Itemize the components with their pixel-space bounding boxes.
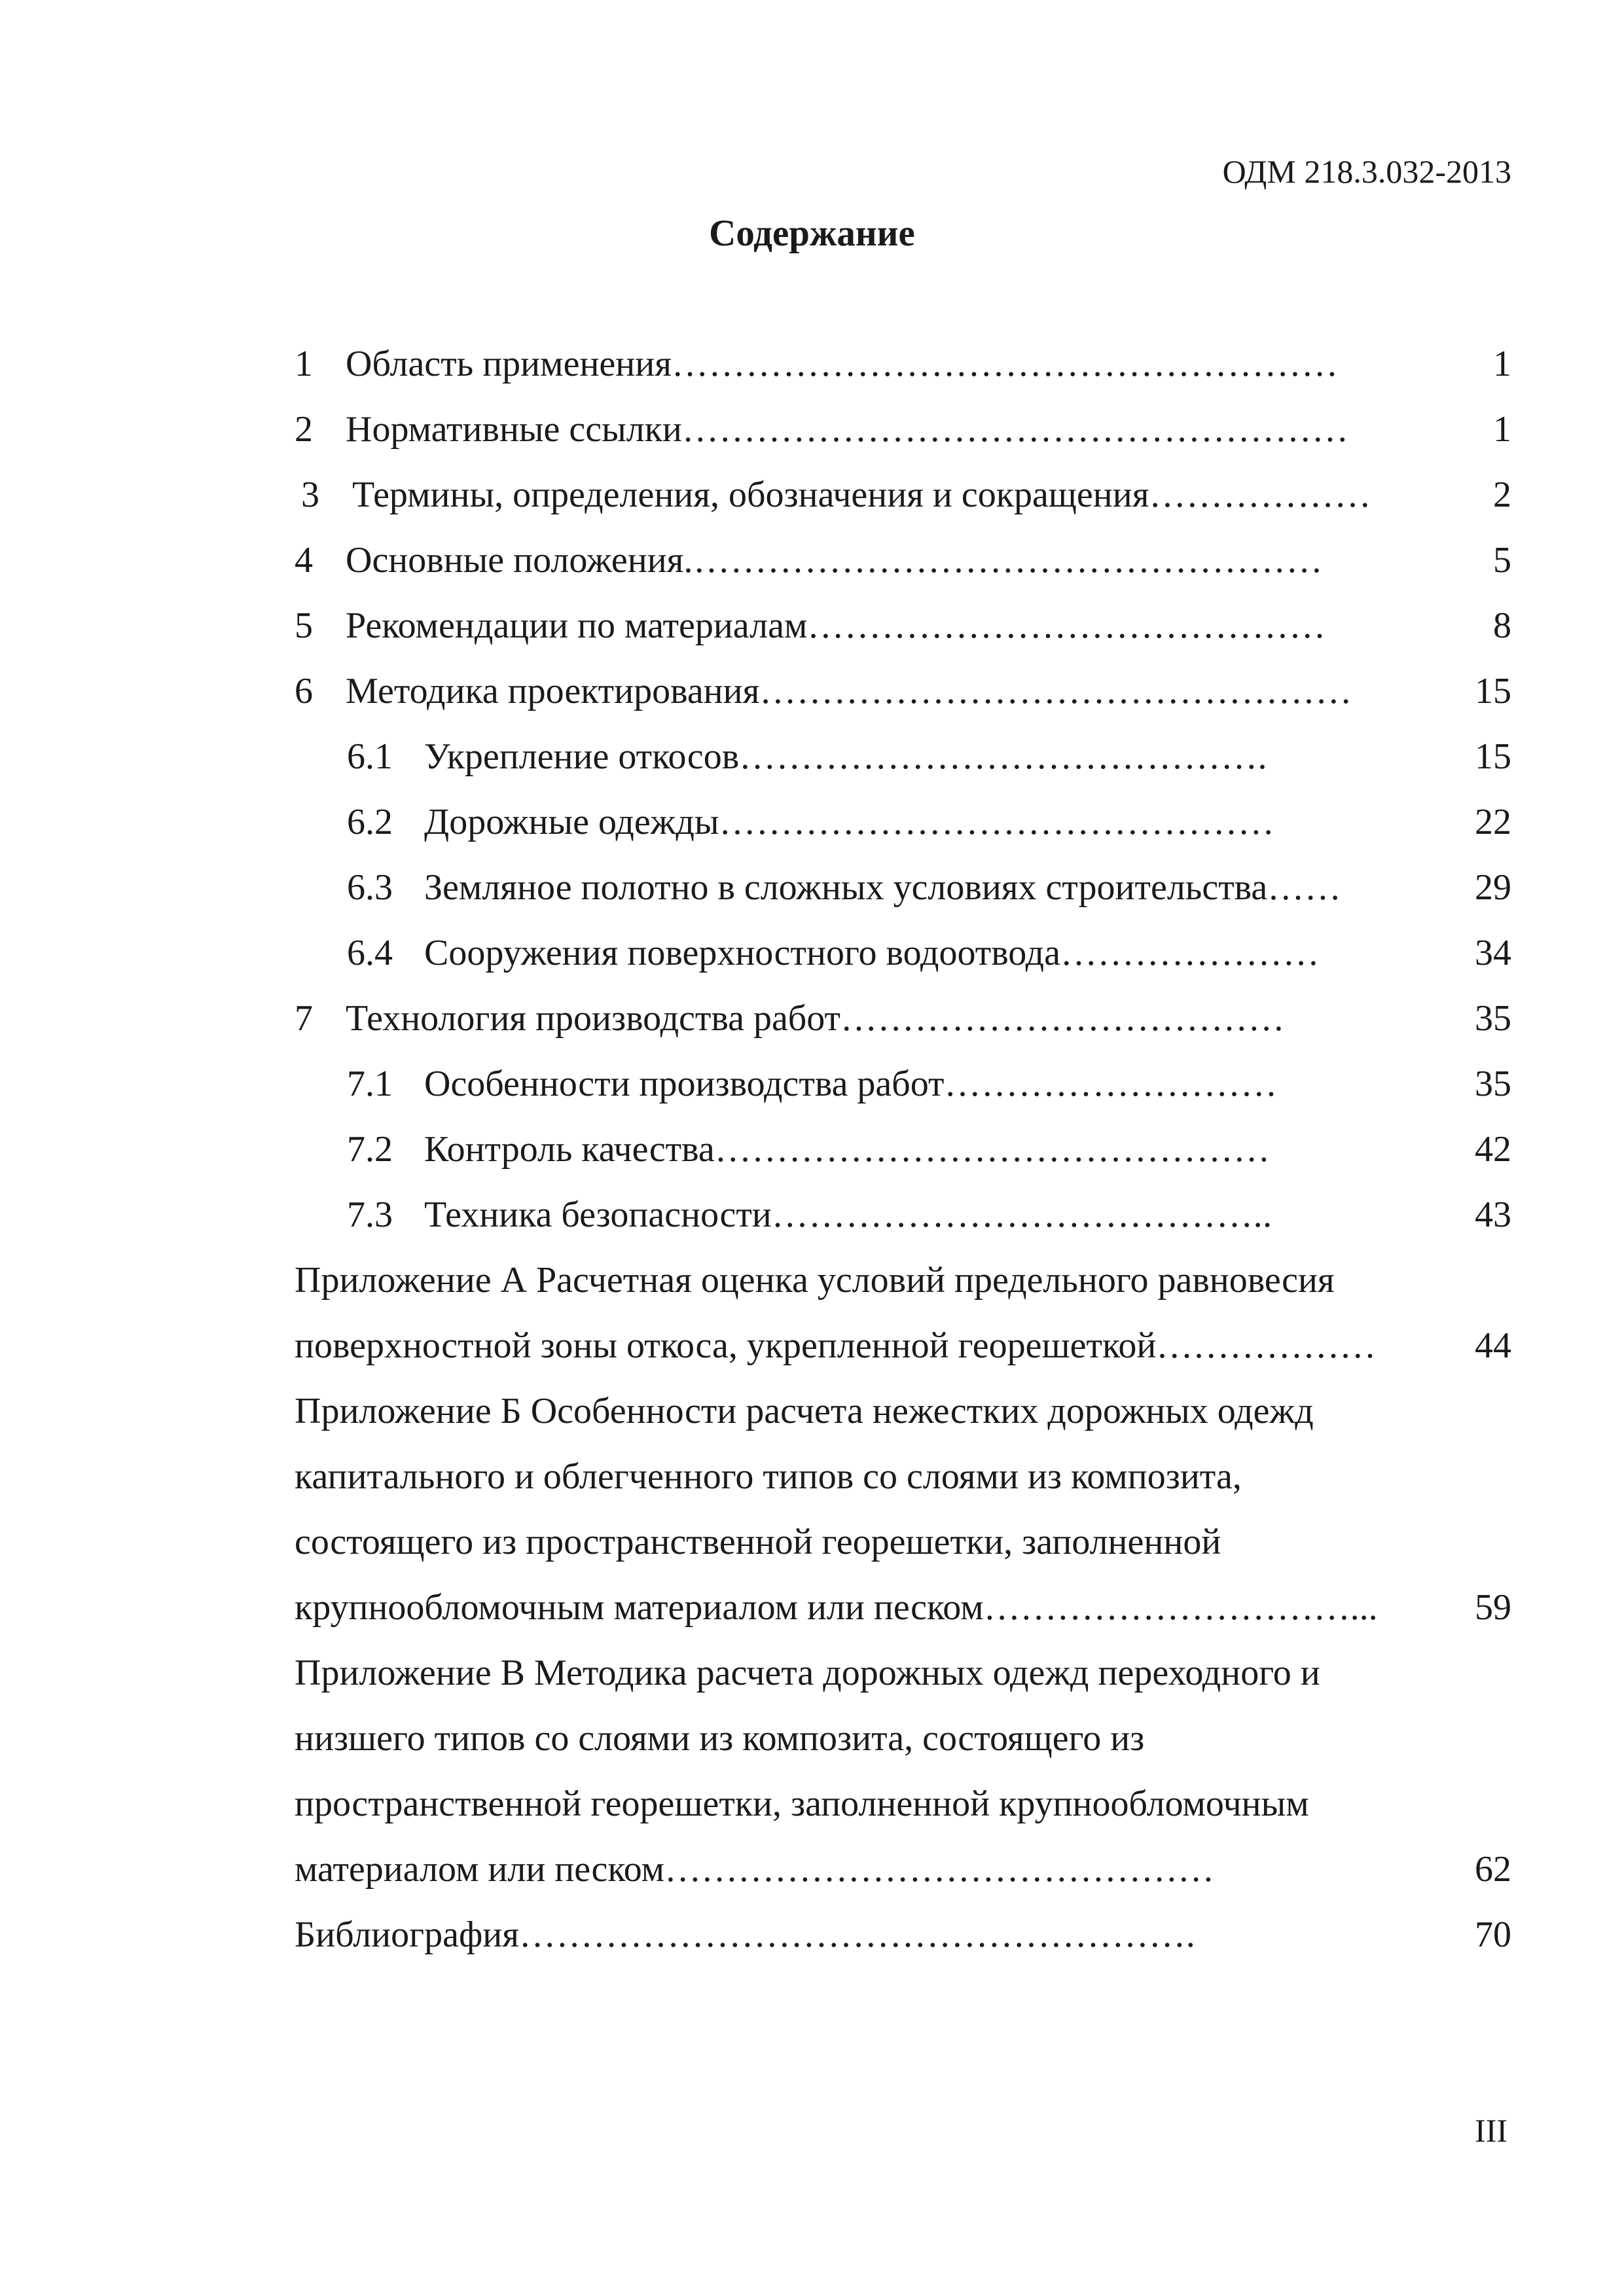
toc-entry-title: Сооружения поверхностного водоотвода — [424, 933, 1061, 973]
toc-entry-leader: …… — [1267, 867, 1342, 908]
toc-entry-leader: ……………………… — [944, 1064, 1278, 1104]
toc-entry-leader: ……………………………… — [840, 998, 1286, 1039]
toc-entry-title: Контроль качества — [424, 1129, 715, 1170]
toc-entry-page: 35 — [1475, 998, 1511, 1039]
toc-entry-title: Методика проектирования — [346, 671, 760, 711]
toc-entry-page: 44 — [1475, 1325, 1511, 1366]
toc-entry-title: Дорожные одежды — [424, 802, 719, 842]
toc-entry-leader: .…………………………………………… — [683, 540, 1324, 581]
document-code: ОДМ 218.3.032-2013 — [1222, 153, 1511, 190]
toc-entry-2[interactable] — [295, 397, 1349, 462]
toc-entry-6-2[interactable] — [347, 789, 1275, 855]
toc-entry-page: 35 — [1475, 1064, 1511, 1104]
toc-entry-title: Термины, определения, обозначения и сокращения — [352, 475, 1149, 515]
toc-entry-title: Укрепление откосов — [424, 736, 740, 777]
toc-entry-leader: ………………………………….. — [771, 1194, 1272, 1235]
appendix-v-line: материалом или песком……………………………………… — [295, 1849, 1215, 1890]
toc-entry-leader: ……………… — [1149, 475, 1372, 515]
toc-entry-leader: ……………………………………. — [739, 736, 1268, 777]
toc-entry-number: 6.4 — [347, 933, 393, 973]
toc-bibliography[interactable] — [295, 1902, 1195, 1967]
toc-entry-leader: ……………………………………………… — [671, 344, 1339, 384]
appendix-a-line: поверхностной зоны откоса, укрепленной георешеткой……………… — [295, 1325, 1377, 1366]
appendix-b-line: Приложение Б Особенности расчета нежестких дорожных одежд — [295, 1391, 1314, 1431]
toc-entry-title: Основные положения — [346, 540, 684, 581]
appendix-b-line: капитального и облегченного типов со слоями из композита, — [295, 1456, 1242, 1497]
toc-entry-page: 70 — [1475, 1914, 1511, 1955]
toc-entry-title: Особенности производства работ — [424, 1064, 945, 1104]
toc-entry-title: Рекомендации по материалам — [346, 605, 808, 646]
toc-entry-number: 2 — [295, 409, 313, 450]
toc-title: Содержание — [709, 213, 915, 254]
toc-entry-title: Техника безопасности — [424, 1194, 772, 1235]
toc-entry-page: 15 — [1475, 736, 1511, 777]
toc-entry-title: Библиография — [295, 1914, 519, 1955]
appendix-v-line: Приложение В Методика расчета дорожных одежд переходного и — [295, 1653, 1320, 1693]
appendix-b-line: состоящего из пространственной георешетки, заполненной — [295, 1522, 1221, 1562]
toc-entry-7[interactable] — [295, 986, 1285, 1051]
appendix-b-line: крупнообломочным материалом или песком…………………………... — [295, 1587, 1378, 1628]
toc-entry-title: Технология производства работ — [346, 998, 841, 1039]
toc-entry-7-3[interactable] — [347, 1182, 1272, 1247]
toc-entry-number: 6 — [295, 671, 313, 711]
toc-entry-number: 7.1 — [347, 1064, 393, 1104]
toc-entry-leader: ………………………………………………. — [518, 1914, 1196, 1955]
toc-entry-page: 1 — [1493, 344, 1511, 384]
toc-entry-page: 22 — [1475, 802, 1511, 842]
toc-entry-title: Область применения — [346, 344, 672, 384]
toc-entry-6[interactable] — [295, 658, 1352, 724]
toc-entry-leader: ……………………………………… — [714, 1129, 1271, 1170]
toc-entry-number: 3 — [301, 475, 319, 515]
toc-entry-page: 34 — [1475, 933, 1511, 973]
toc-entry-page: 59 — [1475, 1587, 1511, 1628]
toc-entry-page: 8 — [1493, 605, 1511, 646]
toc-entry-page: 15 — [1475, 671, 1511, 711]
toc-entry-leader: ……………………………………… — [719, 802, 1275, 842]
toc-entry-7-2[interactable] — [347, 1117, 1271, 1182]
toc-entry-page: 43 — [1475, 1194, 1511, 1235]
toc-entry-page: 2 — [1493, 475, 1511, 515]
toc-entry-leader: ………………… — [1060, 933, 1320, 973]
toc-entry-number: 5 — [295, 605, 313, 646]
toc-entry-1[interactable] — [295, 331, 1339, 397]
page-number: III — [1475, 2112, 1507, 2149]
toc-entry-leader: …………………………………… — [807, 605, 1326, 646]
toc-entry-number: 6.1 — [347, 736, 393, 777]
toc-entry-6-3[interactable] — [347, 855, 1341, 920]
toc-entry-page: 5 — [1493, 540, 1511, 581]
toc-entry-4[interactable] — [295, 528, 1323, 593]
toc-entry-number: 6.2 — [347, 802, 393, 842]
toc-entry-number: 7 — [295, 998, 313, 1039]
toc-entry-leader: ………………………………………… — [759, 671, 1352, 711]
toc-entry-6-4[interactable] — [347, 920, 1320, 986]
toc-entry-number: 1 — [295, 344, 313, 384]
appendix-a-line: Приложение А Расчетная оценка условий предельного равновесия — [295, 1260, 1335, 1300]
toc-entry-number: 7.3 — [347, 1194, 393, 1235]
toc-entry-page: 29 — [1475, 867, 1511, 908]
toc-entry-6-1[interactable] — [347, 724, 1267, 789]
toc-entry-title: Земляное полотно в сложных условиях строительства — [424, 867, 1268, 908]
toc-entry-number: 6.3 — [347, 867, 393, 908]
toc-entry-leader: ……………………………………………… — [681, 409, 1349, 450]
toc-entry-5[interactable] — [295, 593, 1326, 658]
toc-entry-number: 7.2 — [347, 1129, 393, 1170]
appendix-v-line: низшего типов со слоями из композита, состоящего из — [295, 1718, 1145, 1759]
toc-entry-title: Нормативные ссылки — [346, 409, 682, 450]
toc-entry-page: 42 — [1475, 1129, 1511, 1170]
toc-entry-7-1[interactable] — [347, 1051, 1278, 1117]
toc-entry-page: 62 — [1475, 1849, 1511, 1890]
toc-entry-3[interactable] — [301, 462, 1371, 528]
toc-entry-page: 1 — [1493, 409, 1511, 450]
toc-entry-number: 4 — [295, 540, 313, 581]
appendix-v-line: пространственной георешетки, заполненной крупнообломочным — [295, 1784, 1309, 1824]
